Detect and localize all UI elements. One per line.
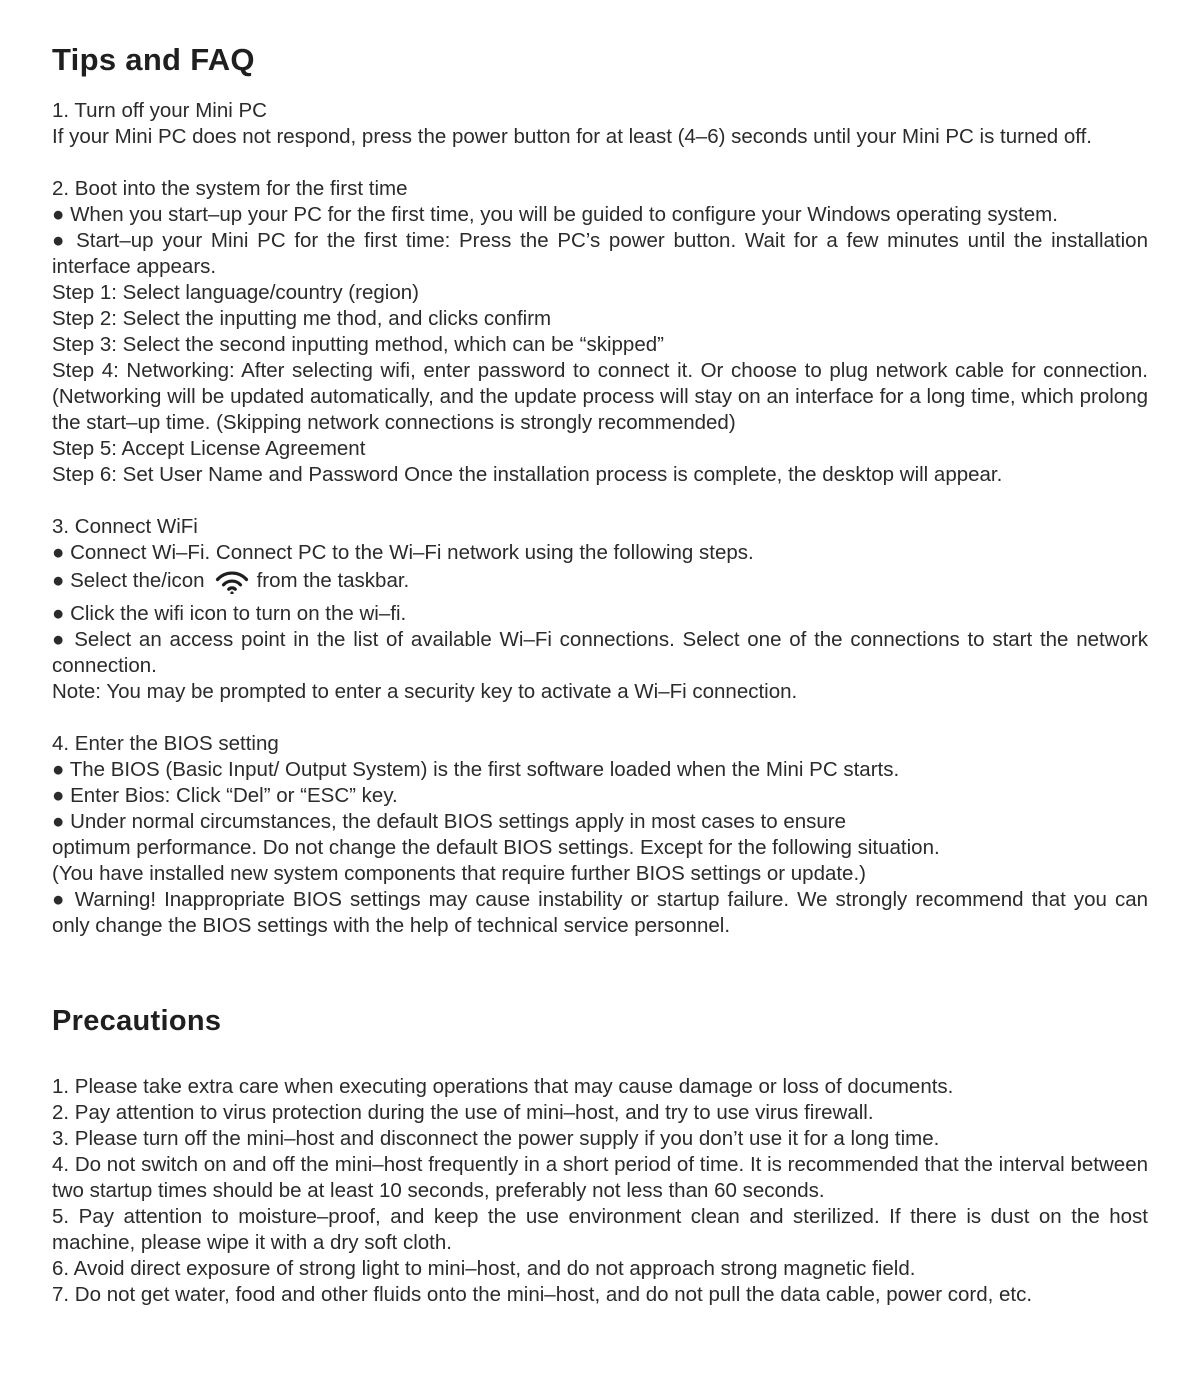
section2-title: 2. Boot into the system for the first time — [52, 177, 408, 200]
precaution-item-6: 6. Avoid direct exposure of strong light to mini–host, and do not approach strong magnetic field. — [52, 1257, 916, 1280]
section2-bullet-startup: ● Start–up your Mini PC for the first time: Press the PC’s power button. Wait for a few minutes until the installation interface appears. — [52, 229, 1148, 278]
precaution-item-4: 4. Do not switch on and off the mini–host frequently in a short period of time. It is recommended that the interval between two startup times should be at least 10 seconds, preferably not less than 60 seconds. — [52, 1153, 1148, 1202]
precaution-item-7: 7. Do not get water, food and other fluids onto the mini–host, and do not pull the data cable, power cord, etc. — [52, 1283, 1033, 1306]
section2-step3: Step 3: Select the second inputting method, which can be “skipped” — [52, 333, 664, 356]
section3-bullet-access-point: ● Select an access point in the list of available Wi–Fi connections. Select one of the connections to start the network connection. — [52, 628, 1148, 677]
section4-default-settings-note: (You have installed new system components that require further BIOS settings or update.) — [52, 862, 866, 885]
section3-note: Note: You may be prompted to enter a security key to activate a Wi–Fi connection. — [52, 680, 798, 703]
section3-title: 3. Connect WiFi — [52, 515, 198, 538]
section3-select-icon-prefix: ● Select the/icon — [52, 569, 205, 592]
section2-step6: Step 6: Set User Name and Password Once the installation process is complete, the desktop will appear. — [52, 463, 1003, 486]
section3-bullet-click-wifi: ● Click the wifi icon to turn on the wi–fi. — [52, 602, 407, 625]
section4-bullet-default-settings: ● Under normal circumstances, the default BIOS settings apply in most cases to ensure — [52, 810, 847, 833]
section2-step1: Step 1: Select language/country (region) — [52, 281, 419, 304]
section4-bullet-enter-bios: ● Enter Bios: Click “Del” or “ESC” key. — [52, 784, 398, 807]
section2-step5: Step 5: Accept License Agreement — [52, 437, 366, 460]
precautions-heading: Precautions — [52, 1005, 222, 1037]
section3-bullet-connect: ● Connect Wi–Fi. Connect PC to the Wi–Fi network using the following steps. — [52, 541, 754, 564]
section2-bullet-configure: ● When you start–up your PC for the first time, you will be guided to configure your Windows operating system. — [52, 203, 1058, 226]
precaution-item-3: 3. Please turn off the mini–host and disconnect the power supply if you don’t use it for a long time. — [52, 1127, 940, 1150]
section2-step2: Step 2: Select the inputting me thod, and clicks confirm — [52, 307, 552, 330]
section3-select-icon-suffix: from the taskbar. — [256, 569, 410, 592]
precaution-item-2: 2. Pay attention to virus protection during the use of mini–host, and try to use virus firewall. — [52, 1101, 874, 1124]
wifi-icon — [214, 566, 250, 601]
tips-faq-heading: Tips and FAQ — [52, 42, 255, 77]
section4-bullet-warning: ● Warning! Inappropriate BIOS settings may cause instability or startup failure. We strongly recommend that you can only change the BIOS settings with the help of technical service personnel. — [52, 888, 1148, 937]
section4-title: 4. Enter the BIOS setting — [52, 732, 279, 755]
section4-bullet-bios-info: ● The BIOS (Basic Input/ Output System) is the first software loaded when the Mini PC starts. — [52, 758, 900, 781]
precaution-item-5: 5. Pay attention to moisture–proof, and keep the use environment clean and sterilized. If there is dust on the host machine, please wipe it with a dry soft cloth. — [52, 1205, 1148, 1254]
section2-step4: Step 4: Networking: After selecting wifi, enter password to connect it. Or choose to plug network cable for connection. (Networking will be updated automatically, and the update process will stay on an interface for a long time, which prolong the start–up time. (Skipping network connections is strongly recommended) — [52, 359, 1148, 434]
section3-bullet-select-icon — [52, 566, 1148, 601]
section1-title: 1. Turn off your Mini PC — [52, 99, 267, 122]
section4-default-settings-cont: optimum performance. Do not change the default BIOS settings. Except for the following situation. — [52, 836, 940, 859]
precaution-item-1: 1. Please take extra care when executing operations that may cause damage or loss of documents. — [52, 1075, 954, 1098]
section1-body: If your Mini PC does not respond, press the power button for at least (4–6) seconds until your Mini PC is turned off. — [52, 125, 1092, 148]
